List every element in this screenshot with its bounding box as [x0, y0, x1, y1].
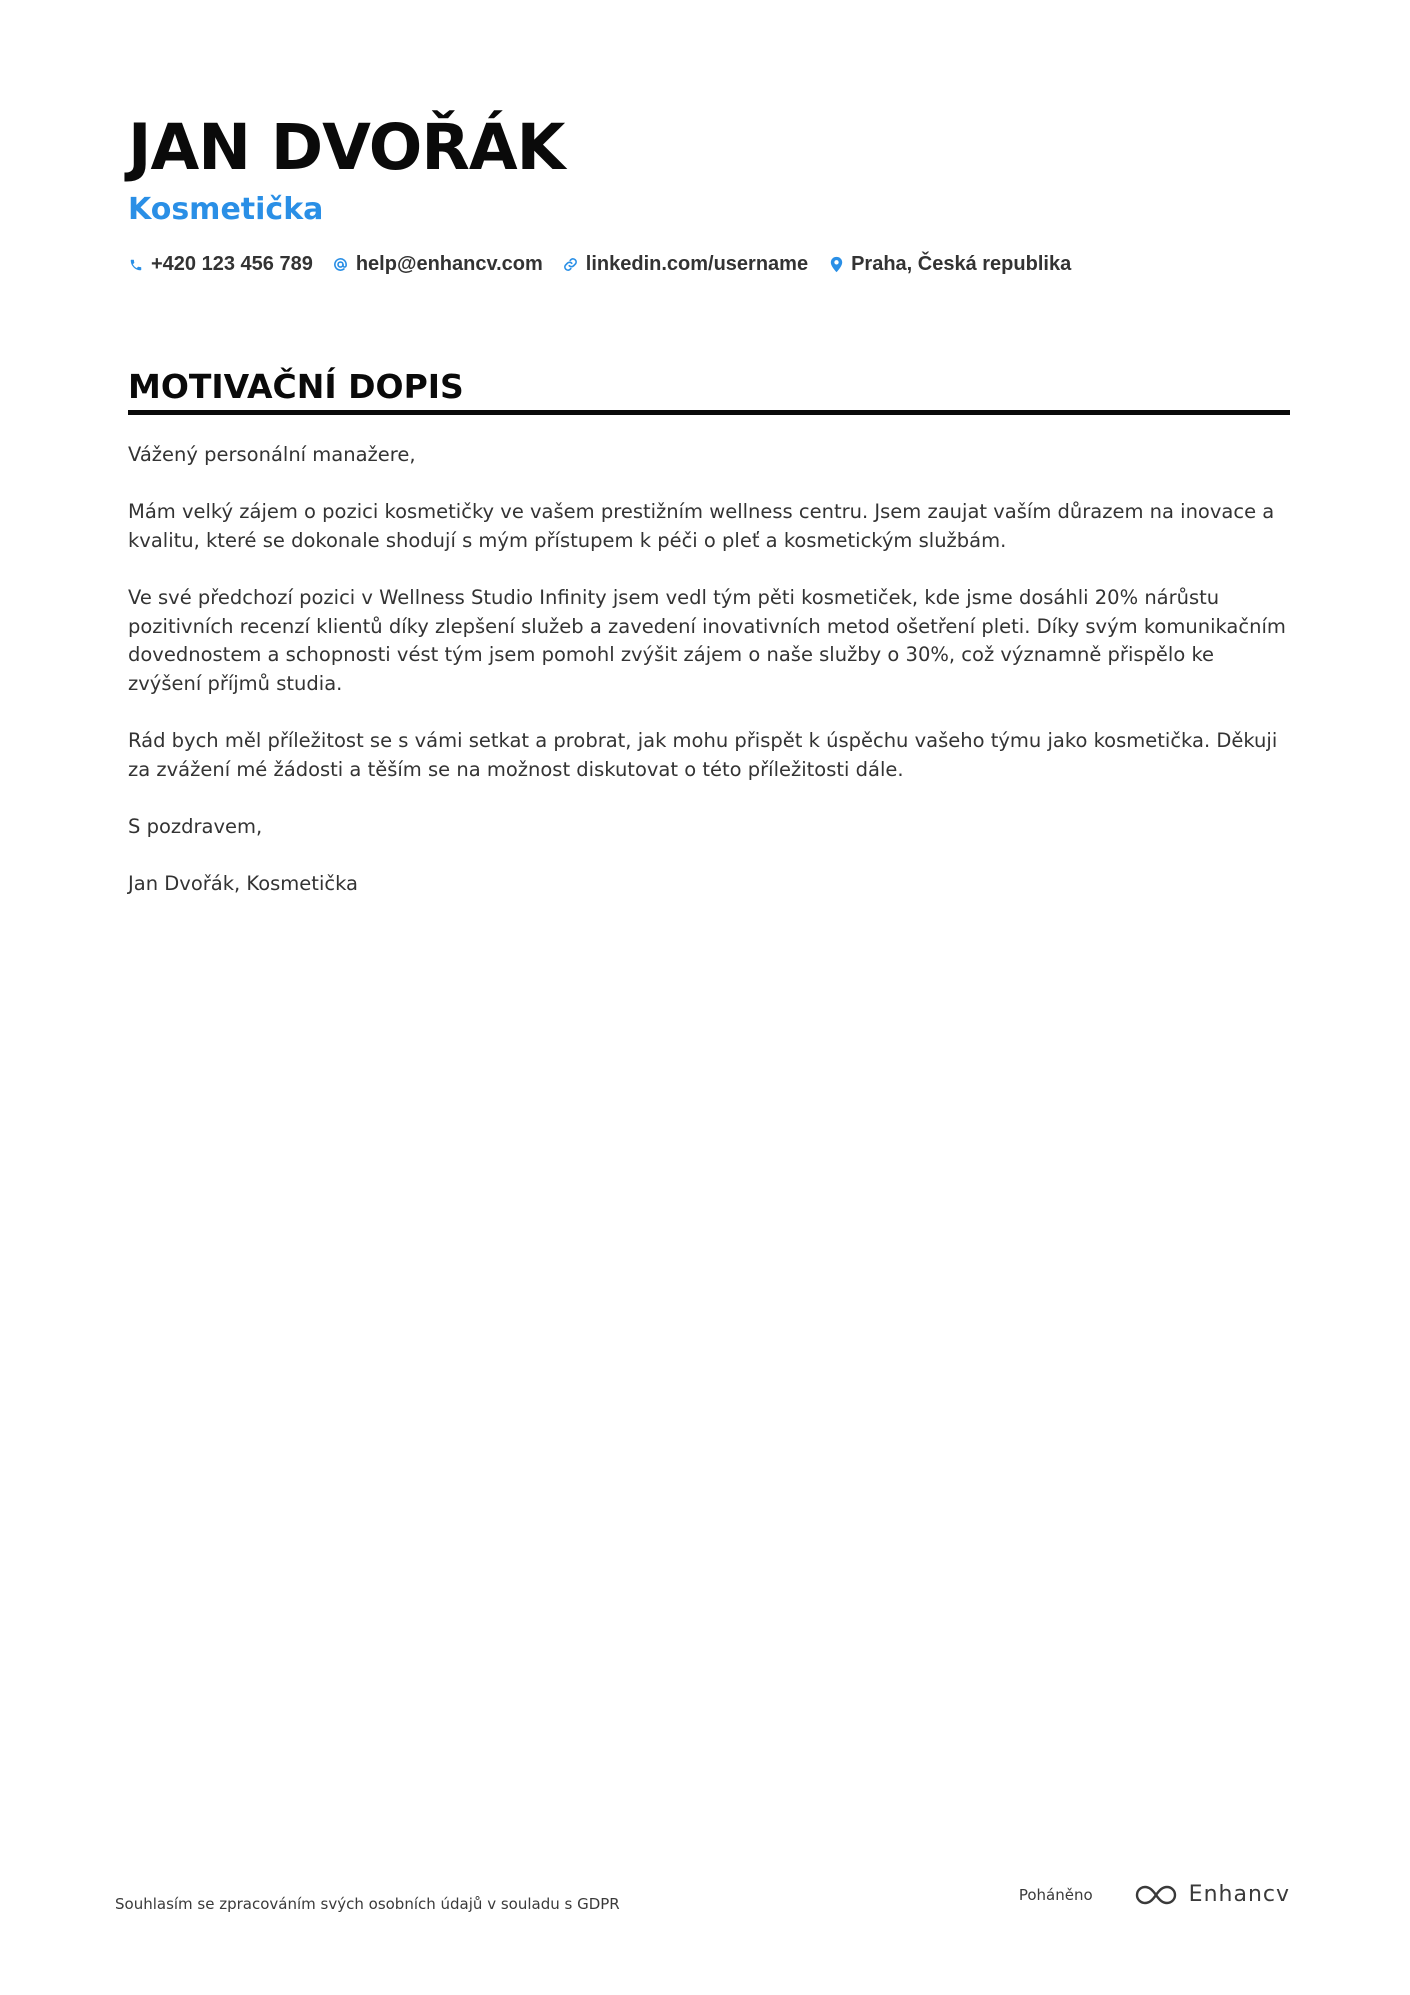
contact-location-text: Praha, Česká republika	[851, 253, 1072, 275]
powered-by-label: Poháněno	[1018, 1885, 1093, 1904]
contact-bar	[128, 253, 1091, 276]
letter-body	[128, 441, 1290, 927]
contact-email-text: help@enhancv.com	[355, 253, 543, 275]
letter-paragraph: Ve své předchozí pozici v Wellness Studio Infinity jsem vedl tým pěti kosmetiček, kde jsme dosáhli 20% nárůstu pozitivních recenzí klientů díky zlepšení služeb a zavedení inovativních metod ošetření pleti. Díky svým komunikačním dovednostem a schopnosti vést tým jsem pomohl zvýšit zájem o naše služby o 30%, což významně přispělo ke zvýšení příjmů studia.	[128, 585, 1286, 695]
letter-closing: S pozdravem,	[128, 814, 263, 838]
powered-by[interactable]	[1019, 1882, 1290, 1907]
infinity-logo-icon	[1133, 1884, 1179, 1906]
candidate-name: JAN DVOŘÁK	[128, 111, 565, 184]
phone-icon	[128, 256, 144, 274]
location-pin-icon	[828, 256, 844, 274]
contact-location	[828, 253, 1071, 276]
letter-paragraph: Rád bych měl příležitost se s vámi setkat a probrat, jak mohu přispět k úspěchu vašeho týmu jako kosmetička. Děkuji za zvážení mé žádosti a těším se na možnost diskutovat o této příležitosti dále.	[128, 728, 1278, 781]
candidate-role: Kosmetička	[128, 192, 324, 227]
link-icon	[563, 256, 579, 274]
contact-email[interactable]	[333, 253, 543, 276]
at-icon	[333, 256, 349, 274]
brand-logo[interactable]	[1133, 1882, 1290, 1907]
contact-phone[interactable]	[128, 253, 313, 276]
contact-linkedin[interactable]	[563, 253, 808, 276]
cover-letter-page	[115, 0, 1290, 1995]
gdpr-consent: Souhlasím se zpracováním svých osobních údajů v souladu s GDPR	[115, 1895, 620, 1913]
section-divider	[128, 410, 1290, 415]
letter-paragraph: Mám velký zájem o pozici kosmetičky ve vašem prestižním wellness centru. Jsem zaujat vaším důrazem na inovace a kvalitu, které se dokonale shodují s mým přístupem k péči o pleť a kosmetickým službám.	[128, 500, 1275, 552]
letter-signature: Jan Dvořák, Kosmetička	[128, 871, 358, 895]
letter-salutation: Vážený personální manažere,	[128, 443, 416, 466]
contact-linkedin-text: linkedin.com/username	[585, 253, 809, 275]
brand-name: Enhancv	[1188, 1882, 1290, 1907]
section-title: MOTIVAČNÍ DOPIS	[128, 367, 464, 406]
contact-phone-text: +420 123 456 789	[151, 253, 313, 275]
